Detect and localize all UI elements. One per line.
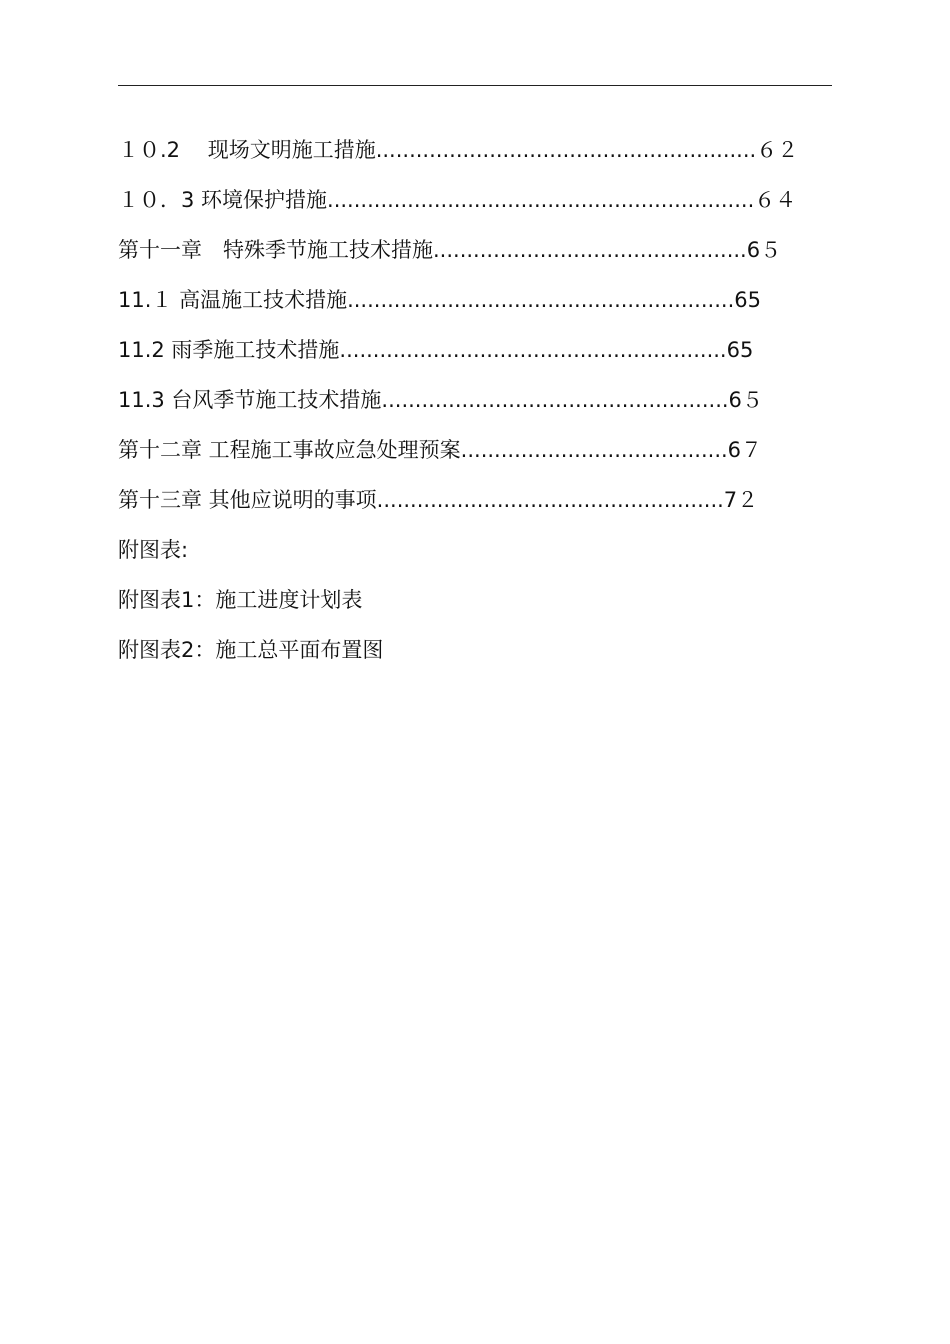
toc-entry-appendix-2: 附图表2：施工总平面布置图: [118, 638, 384, 662]
toc-entry-appendix-heading: 附图表:: [118, 538, 189, 562]
toc-entry-11-2: 11.2 雨季施工技术措施..........................................................65: [118, 338, 754, 362]
toc-entry-chapter-11: 第十一章 特殊季节施工技术措施...............................................6５: [118, 238, 782, 262]
header-rule: [118, 85, 832, 86]
toc-entry-chapter-12: 第十二章 工程施工事故应急处理预案........................................6７: [118, 438, 763, 462]
toc-entry-10-3: １０．3 环境保护措施................................................................６４: [118, 188, 797, 212]
toc-entry-11-1: 11.１ 高温施工技术措施..........................................................65: [118, 288, 761, 312]
toc-entry-chapter-13: 第十三章 其他应说明的事项....................................................7２: [118, 488, 759, 512]
toc-entry-11-3: 11.3 台风季节施工技术措施....................................................6５: [118, 388, 763, 412]
toc-entry-appendix-1: 附图表1：施工进度计划表: [118, 588, 363, 612]
toc-entry-10-2: １０.2 现场文明施工措施.........................................................６２: [118, 138, 799, 162]
table-of-contents: [118, 132, 832, 682]
